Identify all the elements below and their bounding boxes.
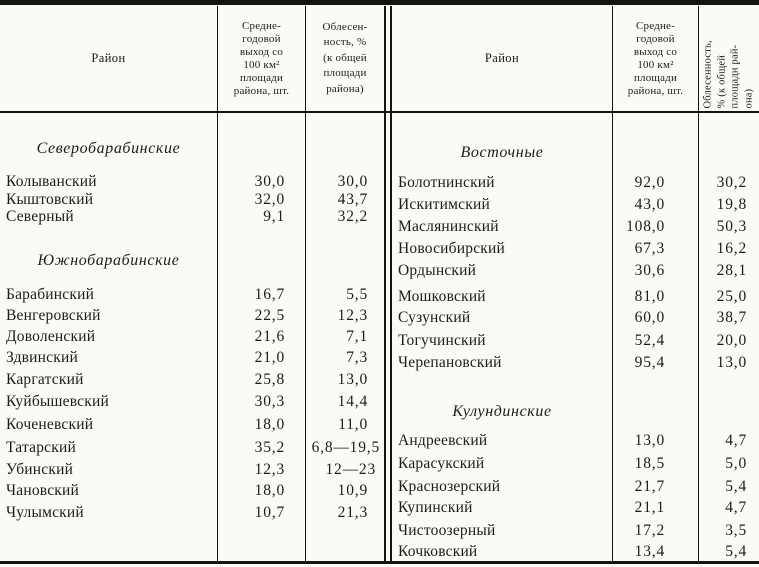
group-heading: Кулундинские [452,403,552,420]
header-label: Облесен- [322,20,368,33]
district-name: Тогучинский [398,332,486,349]
table-row [0,285,383,305]
yield-value: 30,3 [254,393,285,410]
table-row [0,481,383,501]
yield-value: 30,0 [254,173,285,190]
district-name: Ордынский [398,262,477,279]
forest-value: 6,8—19,5 [311,439,380,456]
district-name: Барабинский [6,286,95,303]
table-row [0,438,383,458]
yield-value: 22,5 [254,307,285,324]
yield-value: 18,0 [254,482,285,499]
forest-value: 30,2 [716,174,747,191]
yield-value: 52,4 [634,332,665,349]
header-yield-left [218,6,305,111]
yield-value: 60,0 [634,309,665,326]
table-row [0,503,383,523]
yield-value: 18,5 [634,455,665,472]
yield-value: 21,7 [634,478,665,495]
yield-value: 16,7 [254,286,285,303]
district-name: Черепановский [398,354,502,371]
table-row [390,239,759,259]
district-name: Доволенский [6,328,96,345]
table-row [0,370,383,390]
forest-value: 5,4 [725,543,747,560]
forest-value: 4,7 [725,499,747,516]
district-name: Новосибирский [398,240,505,257]
district-name: Кыштовский [6,191,94,208]
header-label: годовой [242,32,281,45]
header-label: площади [239,71,284,84]
table-row [390,331,759,351]
header-label: выход со [633,45,678,58]
forest-value: 13,0 [716,354,747,371]
table-row [390,542,759,562]
forest-value: 30,0 [337,173,368,190]
header-district-left [0,6,217,111]
yield-value: 108,0 [626,218,665,235]
yield-value: 21,0 [254,349,285,366]
forest-value: 25,0 [716,288,747,305]
table-row [390,431,759,451]
forest-value: 43,7 [337,191,368,208]
district-name: Краснозерский [398,478,501,495]
table-row [390,477,759,497]
header-yield-right [613,6,698,111]
yield-value: 30,6 [634,262,665,279]
header-forest-right-vertical [701,8,757,109]
district-name: Чулымский [6,504,84,521]
header-label: 100 км² [243,58,280,71]
yield-value: 81,0 [634,288,665,305]
forest-value: 21,3 [337,504,368,521]
district-name: Каргатский [6,371,84,388]
header-label: она) [743,88,754,109]
yield-value: 9,1 [263,208,285,225]
yield-value: 25,8 [254,371,285,388]
district-name: Куйбышевский [6,393,109,410]
district-name: Венгеровский [6,307,101,324]
forest-value: 32,2 [337,208,368,225]
district-name: Коченевский [6,416,94,433]
header-label: годовой [636,32,675,45]
district-name: Здвинский [6,349,78,366]
forest-value: 20,0 [716,332,747,349]
table-row [390,498,759,518]
forest-value: 12—23 [325,461,376,478]
header-separator-line [0,111,759,113]
table-row [0,392,383,412]
yield-value: 17,2 [634,522,665,539]
forest-value: 28,1 [716,262,747,279]
header-label: 100 км² [637,58,674,71]
forest-value: 3,5 [725,522,747,539]
district-name: Северный [6,208,74,225]
table-row [390,217,759,237]
forest-value: 19,8 [716,196,747,213]
yield-value: 32,0 [254,191,285,208]
district-name: Чистоозерный [398,522,496,539]
district-name: Татарский [6,439,76,456]
yield-value: 12,3 [254,461,285,478]
district-name: Маслянинский [398,218,499,235]
table-row [0,348,383,368]
yield-value: 10,7 [254,504,285,521]
table-top-border [0,0,759,5]
forest-value: 7,1 [346,328,368,345]
table-row [390,308,759,328]
yield-value: 21,6 [254,328,285,345]
table-row [0,207,383,227]
forest-value: 16,2 [716,240,747,257]
district-name: Болотнинский [398,174,495,191]
header-label: Средне- [635,19,675,32]
yield-value: 43,0 [634,196,665,213]
header-label: Облесенность, [702,40,714,109]
yield-value: 92,0 [634,174,665,191]
forest-value: 14,4 [337,393,368,410]
district-name: Андреевский [398,432,488,449]
table-row [0,415,383,435]
header-forest-left [306,6,384,111]
table-row [390,195,759,215]
table-row [390,454,759,474]
forest-value: 38,7 [716,309,747,326]
forest-value: 4,7 [725,432,747,449]
table-row [0,172,383,192]
group-heading: Южнобарабинские [37,252,180,269]
header-label: площади [633,71,678,84]
header-label: (к общей [323,51,367,64]
forest-value: 10,9 [337,482,368,499]
district-name: Кочковский [398,543,478,560]
yield-value: 67,3 [634,240,665,257]
header-label: Средне- [241,19,281,32]
forest-value: 50,3 [716,218,747,235]
forest-value: 13,0 [337,371,368,388]
yield-value: 35,2 [254,439,285,456]
table-row [390,521,759,541]
forest-value: 12,3 [337,307,368,324]
table-row [390,261,759,281]
forest-value: 5,4 [725,478,747,495]
header-label: района, шт. [233,84,290,97]
header-label: % (к общей [716,54,727,109]
table-row [390,287,759,307]
yield-value: 13,0 [634,432,665,449]
district-name: Убинский [6,461,74,478]
forest-value: 11,0 [338,416,368,433]
header-label: ность, % [323,36,367,49]
table-row [390,353,759,373]
yield-value: 95,4 [634,354,665,371]
district-name: Колыванский [6,173,97,190]
district-name: Чановский [6,482,80,499]
header-label: района) [326,82,364,95]
district-name: Мошковский [398,288,486,305]
forest-value: 7,3 [346,349,368,366]
group-heading: Восточные [460,144,544,161]
district-name: Карасукский [398,455,485,472]
yield-value: 18,0 [254,416,285,433]
header-label: района, шт. [627,84,684,97]
table-row [0,460,383,480]
forest-value: 5,5 [346,286,368,303]
yield-value: 13,4 [634,543,665,560]
header-label: выход со [239,45,284,58]
table-row [0,306,383,326]
yield-value: 21,1 [634,499,665,516]
forest-value: 5,0 [725,455,747,472]
header-district-right [392,6,612,111]
district-name: Искитимский [398,196,490,213]
table-row [0,327,383,347]
header-label: Район [91,51,126,65]
district-name: Купинский [398,499,473,516]
header-label: площади [323,67,367,80]
district-name: Сузунский [398,309,471,326]
table-row [390,173,759,193]
group-heading: Северобарабинские [36,140,181,157]
header-label: площади рай- [729,44,741,109]
header-label: Район [484,51,520,65]
half-divider-rule-left [384,6,386,561]
